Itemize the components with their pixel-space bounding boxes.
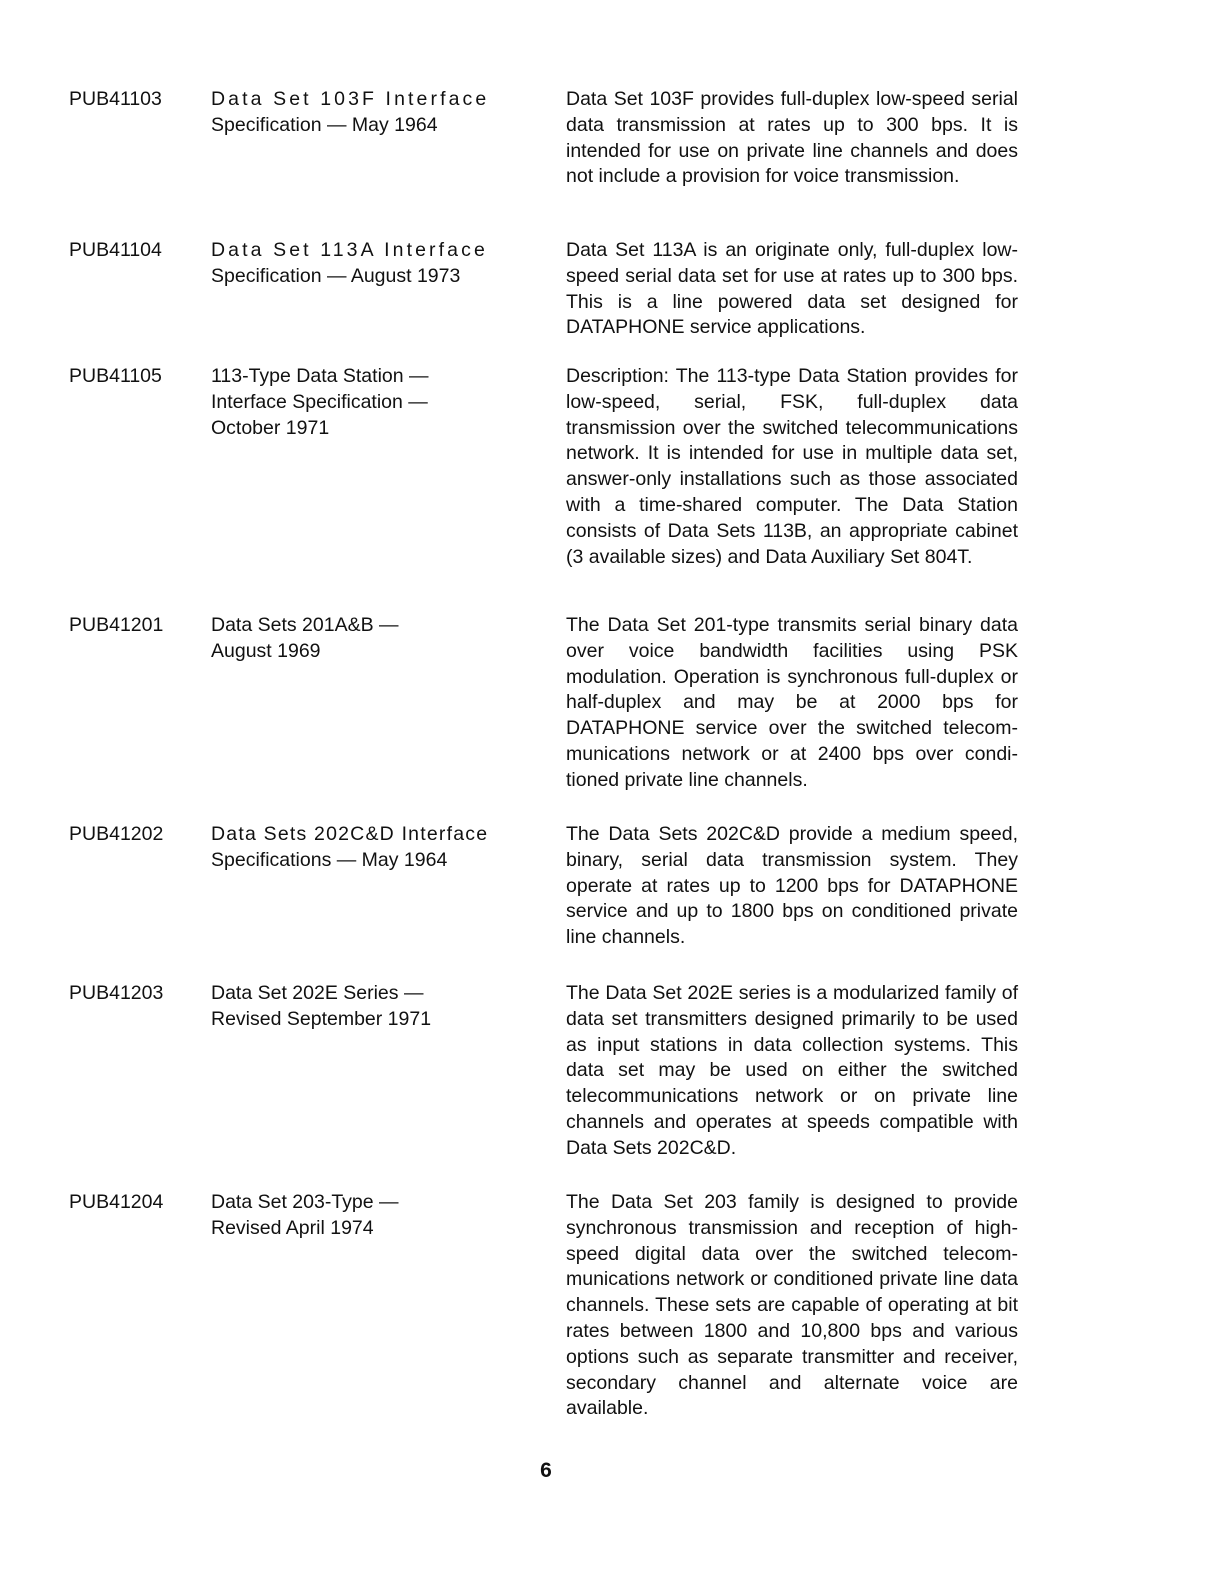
publication-title-line: October 1971 xyxy=(211,416,330,439)
publication-title xyxy=(211,822,529,874)
publication-id: PUB41201 xyxy=(69,614,164,636)
publication-description: The Data Set 201-type transmits serial binary data over voice bandwidth facilities using PSK modulation. Operation is synchronous full-duplex or half-duplex and may be at 2000 bps for DATAPHONE service over the switched telecommunications network or at 2400 bps over conditioned private line channels. xyxy=(566,614,1018,791)
publication-title-line: Revised September 1971 xyxy=(211,1007,432,1030)
publication-id: PUB41204 xyxy=(69,1191,164,1213)
publication-id: PUB41203 xyxy=(69,982,164,1004)
publication-id: PUB41202 xyxy=(69,823,164,845)
publication-description: The Data Set 202E series is a modularized family of data set transmitters designed primarily to be used as input stations in data collection systems. This data set may be used on either the switched telecommunications network or on private line channels and operates at speeds compatible with Data Sets 202C&D. xyxy=(566,982,1018,1159)
publication-title xyxy=(211,87,529,139)
publication-id: PUB41105 xyxy=(69,365,162,387)
publication-title-line: Specification — August 1973 xyxy=(211,264,461,287)
publication-id: PUB41103 xyxy=(69,88,162,110)
publication-title-line: Data Sets 202C&D Interface xyxy=(211,823,489,845)
publication-description: The Data Sets 202C&D provide a medium speed, binary, serial data transmission system. They operate at rates up to 1200 bps for DATAPHONE service and up to 1800 bps on conditioned private line channels. xyxy=(566,823,1018,949)
publication-title-line: Data Sets 201A&B — xyxy=(211,614,399,636)
publication-title xyxy=(211,981,529,1033)
publication-title xyxy=(211,613,529,665)
publication-title-line: August 1969 xyxy=(211,639,321,662)
publication-title-line: Data Set 203-Type — xyxy=(211,1191,399,1213)
publication-title-line: 113-Type Data Station — xyxy=(211,365,429,387)
publication-description: Description: The 113-type Data Station provides for low-speed, serial, FSK, full-duplex data transmission over the switched telecommunications network. It is intended for use in multiple data set, answer-only installations such as those associated with a time-shared computer. The Data Station consists of Data Sets 113B, an appropriate cabinet (3 available sizes) and Data Auxiliary Set 804T. xyxy=(566,365,1018,568)
publication-title-line: Data Set 103F Interface xyxy=(211,88,490,110)
publication-description: Data Set 113A is an originate only, full-duplex low-speed serial data set for use at rates up to 300 bps. This is a line powered data set designed for DATAPHONE service applications. xyxy=(566,239,1018,339)
publication-title-line: Data Set 113A Interface xyxy=(211,239,488,261)
publication-title-line: Specifications — May 1964 xyxy=(211,848,448,871)
publication-description: The Data Set 203 family is designed to provide synchronous transmission and reception of high-speed digital data over the switched telecommunications network or conditioned private line data channels. These sets are capable of operating at bit rates between 1800 and 10,800 bps and various options such as separate transmitter and receiver, secondary channel and alternate voice are available. xyxy=(566,1191,1018,1420)
publication-description: Data Set 103F provides full-duplex low-speed serial data transmission at rates up to 300 bps. It is intended for use on private line channels and does not include a provision for voice transmission. xyxy=(566,88,1018,188)
publication-title xyxy=(211,364,529,441)
publication-title xyxy=(211,238,529,290)
publication-title xyxy=(211,1190,529,1242)
publication-title-line: Revised April 1974 xyxy=(211,1216,374,1239)
page-number: 6 xyxy=(540,1459,552,1482)
publication-title-line: Specification — May 1964 xyxy=(211,113,438,136)
publication-title-line: Interface Specification — xyxy=(211,390,428,413)
publication-id: PUB41104 xyxy=(69,239,162,261)
publication-title-line: Data Set 202E Series — xyxy=(211,982,424,1004)
